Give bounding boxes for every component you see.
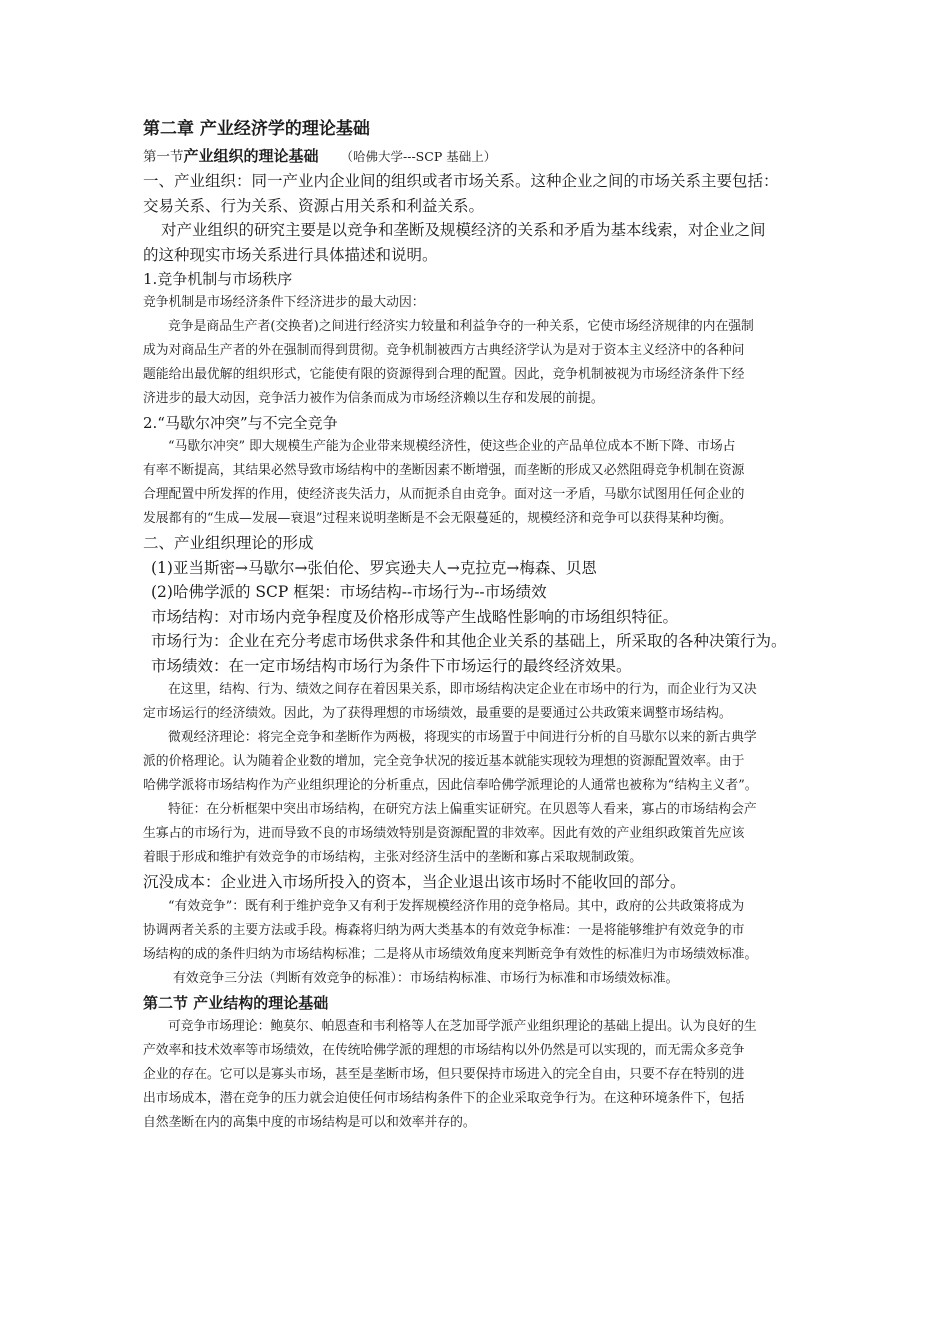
paragraph-line: 企业的存在。它可以是寡头市场，甚至是垄断市场，但只要保持市场进入的完全自由，只要不存在特别的进: [143, 1066, 745, 1082]
paragraph-line: 定市场运行的经济绩效。因此，为了获得理想的市场绩效，最重要的是要通过公共政策来调整市场结构。: [143, 706, 732, 721]
chapter-title: 第二章 产业经济学的理论基础: [143, 119, 370, 139]
paragraph-line: 着眼于形成和维护有效竞争的市场结构，主张对经济生活中的垄断和寡占采取规制政策。: [143, 850, 643, 865]
section-1-title: 产业组织的理论基础: [183, 147, 319, 165]
paragraph-line: 特征：在分析框架中突出市场结构，在研究方法上偏重实证研究。在贝恩等人看来，寡占的市场结构会产: [168, 802, 757, 817]
section-1-heading: [143, 144, 813, 169]
paragraph-line: 题能给出最优解的组织形式，它能使有限的资源得到合理的配置。因此，竞争机制被视为市场经济条件下经: [143, 367, 745, 382]
definition-line: 沉没成本：企业进入市场所投入的资本，当企业退出该市场时不能收回的部分。: [143, 873, 686, 891]
paragraph-line: 竞争是商品生产者(交换者)之间进行经济实力较量和利益争夺的一种关系，它使市场经济规律的内在强制: [168, 319, 754, 334]
section-1-note: （哈佛大学---SCP 基础上）: [340, 149, 497, 164]
list-item: (1)亚当斯密→马歇尔→张伯伦、罗宾逊夫人→克拉克→梅森、贝恩: [151, 558, 597, 577]
paragraph-line: 交易关系、行为关系、资源占用关系和利益关系。: [143, 196, 485, 215]
list-item: (2)哈佛学派的 SCP 框架：市场结构--市场行为--市场绩效: [151, 583, 547, 601]
paragraph-line: 对产业组织的研究主要是以竞争和垄断及规模经济的关系和矛盾为基本线索，对企业之间: [161, 221, 766, 239]
subheading: 1.竞争机制与市场秩序: [143, 270, 293, 288]
paragraph-line: 产效率和技术效率等市场绩效，在传统哈佛学派的理想的市场结构以外仍然是可以实现的，而无需众多竞争: [143, 1042, 745, 1058]
section-2-title: 第二节 产业结构的理论基础: [143, 993, 329, 1012]
paragraph-line: 济进步的最大动因，竞争活力被作为信条而成为市场经济赖以生存和发展的前提。: [143, 391, 604, 406]
paragraph-line: 生寡占的市场行为，进而导致不良的市场绩效特别是资源配置的非效率。因此有效的产业组织政策首先应该: [143, 826, 745, 841]
paragraph-line: “马歇尔冲突” 即大规模生产能为企业带来规模经济性，使这些企业的产品单位成本不断下降、市场占: [168, 439, 736, 454]
definition-line: 市场绩效：在一定市场结构市场行为条件下市场运行的最终经济效果。: [151, 656, 632, 675]
definition-line: 市场结构：对市场内竞争程度及价格形成等产生战略性影响的市场组织特征。: [151, 607, 679, 626]
paragraph-line: 有效竞争三分法（判断有效竞争的标准）：市场结构标准、市场行为标准和市场绩效标准。: [173, 970, 679, 986]
paragraph-line: 派的价格理论。认为随着企业数的增加，完全竞争状况的接近基本就能实现较为理想的资源配置效率。由于: [143, 754, 745, 769]
paragraph-line: 场结构的成的条件归纳为市场结构标准；二是将从市场绩效角度来判断竞争有效性的标准归为市场绩效标准。: [143, 946, 758, 962]
paragraph-line: 哈佛学派将市场结构作为产业组织理论的分析重点，因此信奉哈佛学派理论的人通常也被称为“结构主义者”。: [143, 778, 758, 793]
paragraph-line: 合理配置中所发挥的作用，使经济丧失活力，从而扼杀自由竞争。面对这一矛盾，马歇尔试图用任何企业的: [143, 487, 745, 502]
paragraph-line: 的这种现实市场关系进行具体描述和说明。: [143, 245, 438, 264]
paragraph-line: 一、产业组织：同一产业内企业间的组织或者市场关系。这种企业之间的市场关系主要包括：: [143, 172, 779, 190]
subheading: 二、产业组织理论的形成: [143, 534, 314, 552]
paragraph-line: 自然垄断在内的高集中度的市场结构是可以和效率并存的。: [143, 1114, 476, 1130]
document-body: [143, 116, 813, 1135]
paragraph-line: 出市场成本，潜在竞争的压力就会迫使任何市场结构条件下的企业采取竞争行为。在这种环境条件下，包括: [143, 1090, 745, 1106]
paragraph-line: 竞争机制是市场经济条件下经济进步的最大动因：: [143, 295, 425, 310]
paragraph-line: “有效竞争”：既有利于维护竞争又有利于发挥规模经济作用的竞争格局。其中，政府的公共政策将成为: [168, 898, 745, 914]
subheading: 2.“马歇尔冲突”与不完全竞争: [143, 414, 338, 432]
paragraph-line: 在这里，结构、行为、绩效之间存在着因果关系，即市场结构决定企业在市场中的行为，而企业行为又决: [168, 682, 757, 697]
paragraph-line: 发展都有的“生成—发展—衰退”过程来说明垄断是不会无限蔓延的，规模经济和竞争可以获得某种均衡。: [143, 511, 732, 526]
paragraph-line: 可竞争市场理论：鲍莫尔、帕恩查和韦利格等人在芝加哥学派产业组织理论的基础上提出。认为良好的生: [168, 1018, 757, 1034]
paragraph-line: 有率不断提高，其结果必然导致市场结构中的垄断因素不断增强，而垄断的形成又必然阻碍竞争机制在资源: [143, 463, 745, 478]
paragraph-line: 成为对商品生产者的外在强制而得到贯彻。竞争机制被西方古典经济学认为是对于资本主义经济中的各种问: [143, 343, 745, 358]
paragraph-line: 协调两者关系的主要方法或手段。梅森将归纳为两大类基本的有效竞争标准：一是将能够维护有效竞争的市: [143, 922, 745, 938]
paragraph-line: 微观经济理论：将完全竞争和垄断作为两极，将现实的市场置于中间进行分析的自马歇尔以来的新古典学: [168, 730, 757, 745]
section-1-prefix: 第一节: [143, 149, 184, 165]
definition-line: 市场行为：企业在充分考虑市场供求条件和其他企业关系的基础上，所采取的各种决策行为。: [151, 632, 787, 650]
